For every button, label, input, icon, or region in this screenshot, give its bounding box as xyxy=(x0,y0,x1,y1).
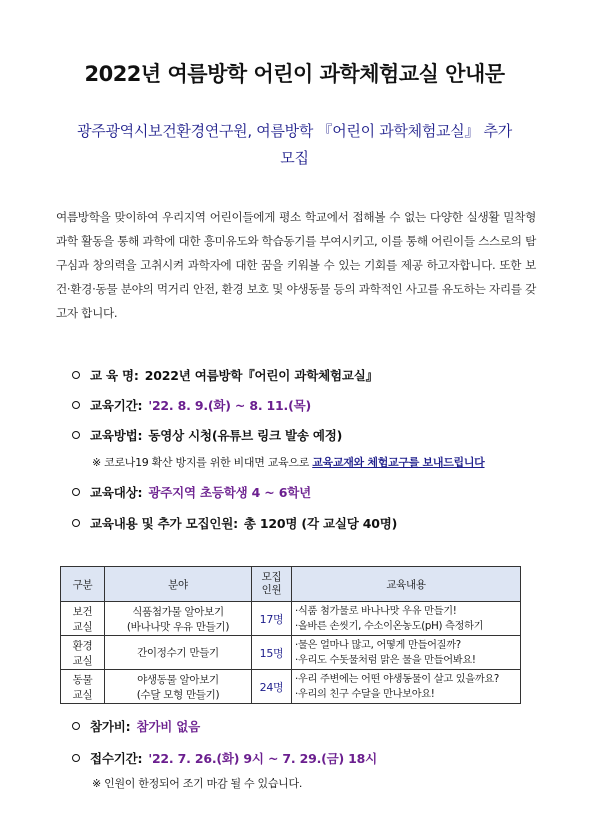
item-value: 총 120명 (각 교실당 40명) xyxy=(243,516,398,531)
item-value: '22. 8. 9.(화) ~ 8. 11.(목) xyxy=(148,398,311,413)
header-count-line-2: 인원 xyxy=(261,584,282,596)
circle-bullet-icon xyxy=(72,754,80,762)
row-count: 17명 xyxy=(252,602,292,636)
row-content: ·우리 주변에는 어떤 야생동물이 살고 있을까요? ·우리의 친구 수달을 만나보아요! xyxy=(292,670,521,704)
row-category: 보건 교실 xyxy=(61,602,105,636)
circle-bullet-icon xyxy=(72,401,80,409)
item-value: '22. 7. 26.(화) 9시 ~ 7. 29.(금) 18시 xyxy=(148,751,378,766)
method-note-prefix: ※ 코로나19 확산 방지를 위한 비대면 교육으로 xyxy=(92,456,313,469)
item-fee xyxy=(72,717,200,735)
item-label: 교육내용 및 추가 모집인원: xyxy=(90,516,238,531)
item-apply-period xyxy=(72,749,377,767)
item-course-name xyxy=(72,366,378,384)
item-value: 광주지역 초등학생 4 ~ 6학년 xyxy=(148,485,311,500)
item-course-content xyxy=(72,514,397,532)
method-note xyxy=(92,454,485,470)
item-value: 2022년 여름방학『어린이 과학체험교실』 xyxy=(144,368,378,383)
row-category: 동물 교실 xyxy=(61,670,105,704)
circle-bullet-icon xyxy=(72,519,80,527)
row-field: 야생동물 알아보기 (수달 모형 만들기) xyxy=(105,670,252,704)
method-note-link[interactable]: 교육교재와 체험교구를 보내드립니다 xyxy=(312,456,485,469)
row-content: ·식품 첨가물로 바나나맛 우유 만들기! ·올바른 손씻기, 수소이온농도(pH) 측정하기 xyxy=(292,602,521,636)
row-field: 식품첨가물 알아보기 (바나나맛 우유 만들기) xyxy=(105,602,252,636)
circle-bullet-icon xyxy=(72,431,80,439)
item-label: 교육대상: xyxy=(90,485,143,500)
item-label: 참가비: xyxy=(90,719,131,734)
item-value: 참가비 없음 xyxy=(136,719,200,734)
subtitle-line-2: 모집 xyxy=(280,149,309,167)
row-content: ·물은 얼마나 많고, 어떻게 만들어질까? ·우리도 수돗물처럼 맑은 물을 만들어봐요! xyxy=(292,636,521,670)
table-header-row xyxy=(61,567,521,602)
apply-note: ※ 인원이 한정되어 조기 마감 될 수 있습니다. xyxy=(92,777,303,790)
row-count: 24명 xyxy=(252,670,292,704)
item-label: 접수기간: xyxy=(90,751,143,766)
table-row xyxy=(61,670,521,704)
item-course-method xyxy=(72,426,342,444)
item-label: 교육기간: xyxy=(90,398,143,413)
circle-bullet-icon xyxy=(72,722,80,730)
circle-bullet-icon xyxy=(72,488,80,496)
circle-bullet-icon xyxy=(72,371,80,379)
header-field: 분야 xyxy=(105,567,252,602)
item-course-period xyxy=(72,396,311,414)
row-field: 간이정수기 만들기 xyxy=(105,636,252,670)
document-subtitle xyxy=(40,118,549,172)
header-content: 교육내용 xyxy=(292,567,521,602)
header-count xyxy=(252,567,292,602)
row-category: 환경 교실 xyxy=(61,636,105,670)
row-count: 15명 xyxy=(252,636,292,670)
header-category: 구분 xyxy=(61,567,105,602)
item-label: 교육방법: xyxy=(90,428,143,443)
table-row xyxy=(61,636,521,670)
course-table xyxy=(60,566,521,704)
item-label: 교 육 명: xyxy=(90,368,139,383)
header-count-line-1: 모집 xyxy=(261,571,282,583)
table-row xyxy=(61,602,521,636)
item-value: 동영상 시청(유튜브 링크 발송 예정) xyxy=(148,428,343,443)
item-course-target xyxy=(72,483,311,501)
document-title: 2022년 여름방학 어린이 과학체험교실 안내문 xyxy=(84,62,505,86)
intro-paragraph: 여름방학을 맞이하여 우리지역 어린이들에게 평소 학교에서 접해볼 수 없는 다양한 실생활 밀착형 과학 활동을 통해 과학에 대한 흥미유도와 학습동기를 부여시키고, 이를 통해 어린이들 스스로의 탐구심과 창의력을 고취시켜 과학자에 대한 꿈을 키워볼 수 있는 기회를 제공 하고자합니다. 또한 보건·환경·동물 분야의 먹거리 안전, 환경 보호 및 야생동물 등의 과학적인 사고를 유도하는 자리를 갖고자 합니다. xyxy=(56,210,536,320)
subtitle-line-1: 광주광역시보건환경연구원, 여름방학 『어린이 과학체험교실』 추가 xyxy=(77,122,512,140)
